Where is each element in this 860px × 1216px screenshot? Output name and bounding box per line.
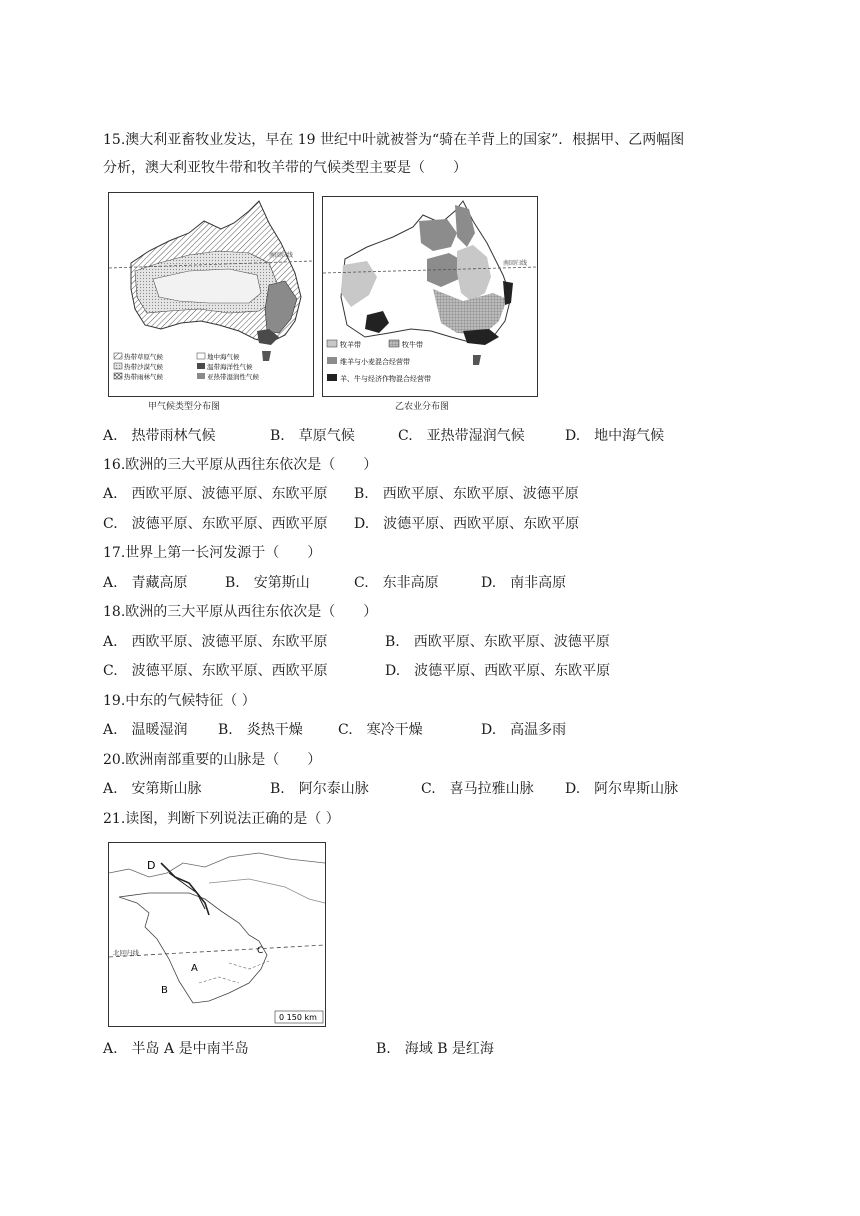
- agriculture-map: [323, 197, 537, 396]
- tropic-label: 南回归线: [269, 252, 294, 259]
- legend-swatch: [327, 374, 337, 381]
- q21-stem: 21.读图，判断下列说法正确的是（ ）: [103, 811, 340, 827]
- legend-label: 热带草原气候: [124, 353, 163, 361]
- legend-swatch: [389, 340, 399, 347]
- map-label-a: A: [191, 963, 198, 974]
- q15-option-b[interactable]: B. 草原气候: [270, 428, 355, 444]
- q16-stem: 16.欧洲的三大平原从西往东依次是（ ）: [103, 457, 378, 473]
- legend-label: 温带海洋性气候: [207, 363, 253, 371]
- agriculture-map-caption: 乙农业分布图: [395, 402, 450, 412]
- agriculture-map-figure: [322, 196, 538, 397]
- legend-label: 牧羊带: [340, 341, 361, 349]
- q16-option-b[interactable]: B. 西欧平原、东欧平原、波德平原: [354, 486, 579, 502]
- middle-east-map-figure: [108, 842, 326, 1027]
- q20-option-d[interactable]: D. 阿尔卑斯山脉: [565, 781, 679, 797]
- tropic-line: [109, 945, 325, 957]
- q15-option-d[interactable]: D. 地中海气候: [565, 428, 665, 444]
- q17-option-d[interactable]: D. 南非高原: [481, 575, 567, 591]
- legend-label: 热带雨林气候: [124, 373, 163, 381]
- legend-label: 羊、牛与经济作物混合经营带: [340, 375, 431, 383]
- q20-option-a[interactable]: A. 安第斯山脉: [103, 781, 202, 797]
- legend-swatch: [114, 373, 122, 379]
- legend-swatch: [197, 353, 205, 359]
- legend-swatch: [327, 357, 337, 364]
- legend-swatch: [197, 373, 205, 379]
- q15-option-a[interactable]: A. 热带雨林气候: [103, 428, 216, 444]
- legend-label: 亚热带湿润性气候: [207, 373, 259, 381]
- q18-option-c[interactable]: C. 波德平原、东欧平原、西欧平原: [103, 663, 328, 679]
- q15-stem-line1: 15.澳大利亚畜牧业发达，早在 19 世纪中叶就被誉为“骑在羊背上的国家”．根据甲、乙两幅图: [103, 132, 685, 148]
- climate-map-figure: [108, 192, 314, 397]
- q15-option-c[interactable]: C. 亚热带湿润气候: [398, 428, 525, 444]
- scale-label: 0 150 km: [279, 1013, 317, 1022]
- tropic-label: 北回归线: [113, 949, 139, 957]
- map-label-b: B: [161, 985, 168, 996]
- q18-stem: 18.欧洲的三大平原从西往东依次是（ ）: [103, 604, 378, 620]
- middle-east-map: [109, 843, 325, 1026]
- legend-swatch: [197, 363, 205, 369]
- legend-label: 牧牛带: [402, 341, 423, 349]
- map-label-c: C: [257, 946, 264, 956]
- tropic-label: 南回归线: [503, 260, 528, 267]
- legend-swatch: [114, 353, 122, 359]
- climate-map: [109, 193, 313, 396]
- q19-option-c[interactable]: C. 寒冷干燥: [338, 722, 423, 738]
- legend-swatch: [114, 363, 122, 369]
- q20-stem: 20.欧洲南部重要的山脉是（ ）: [103, 752, 322, 768]
- q20-option-c[interactable]: C. 喜马拉雅山脉: [421, 781, 534, 797]
- q18-option-d[interactable]: D. 波德平原、西欧平原、东欧平原: [385, 663, 611, 679]
- q17-option-c[interactable]: C. 东非高原: [354, 575, 439, 591]
- q17-option-a[interactable]: A. 青藏高原: [103, 575, 188, 591]
- q19-option-a[interactable]: A. 温暖湿润: [103, 722, 188, 738]
- q19-stem: 19.中东的气候特征（ ）: [103, 693, 256, 709]
- q16-option-a[interactable]: A. 西欧平原、波德平原、东欧平原: [103, 486, 328, 502]
- map-label-d: D: [147, 859, 156, 872]
- climate-map-caption: 甲气候类型分布图: [148, 402, 221, 412]
- legend-label: 热带沙漠气候: [124, 363, 163, 371]
- q16-option-c[interactable]: C. 波德平原、东欧平原、西欧平原: [103, 516, 328, 532]
- q19-option-d[interactable]: D. 高温多雨: [481, 722, 567, 738]
- legend-label: 维羊与小麦混合经营带: [340, 358, 410, 366]
- q17-option-b[interactable]: B. 安第斯山: [225, 575, 310, 591]
- q19-option-b[interactable]: B. 炎热干燥: [218, 722, 303, 738]
- q15-stem-line2: 分析，澳大利亚牧牛带和牧羊带的气候类型主要是（ ）: [103, 160, 467, 176]
- q17-stem: 17.世界上第一长河发源于（ ）: [103, 545, 322, 561]
- q21-option-b[interactable]: B. 海域 B 是红海: [376, 1041, 494, 1057]
- q18-option-b[interactable]: B. 西欧平原、东欧平原、波德平原: [385, 634, 610, 650]
- legend-swatch: [327, 340, 337, 347]
- q16-option-d[interactable]: D. 波德平原、西欧平原、东欧平原: [354, 516, 580, 532]
- q18-option-a[interactable]: A. 西欧平原、波德平原、东欧平原: [103, 634, 328, 650]
- legend-label: 地中海气候: [207, 353, 240, 361]
- q20-option-b[interactable]: B. 阿尔泰山脉: [270, 781, 369, 797]
- q21-option-a[interactable]: A. 半岛 A 是中南半岛: [103, 1041, 249, 1057]
